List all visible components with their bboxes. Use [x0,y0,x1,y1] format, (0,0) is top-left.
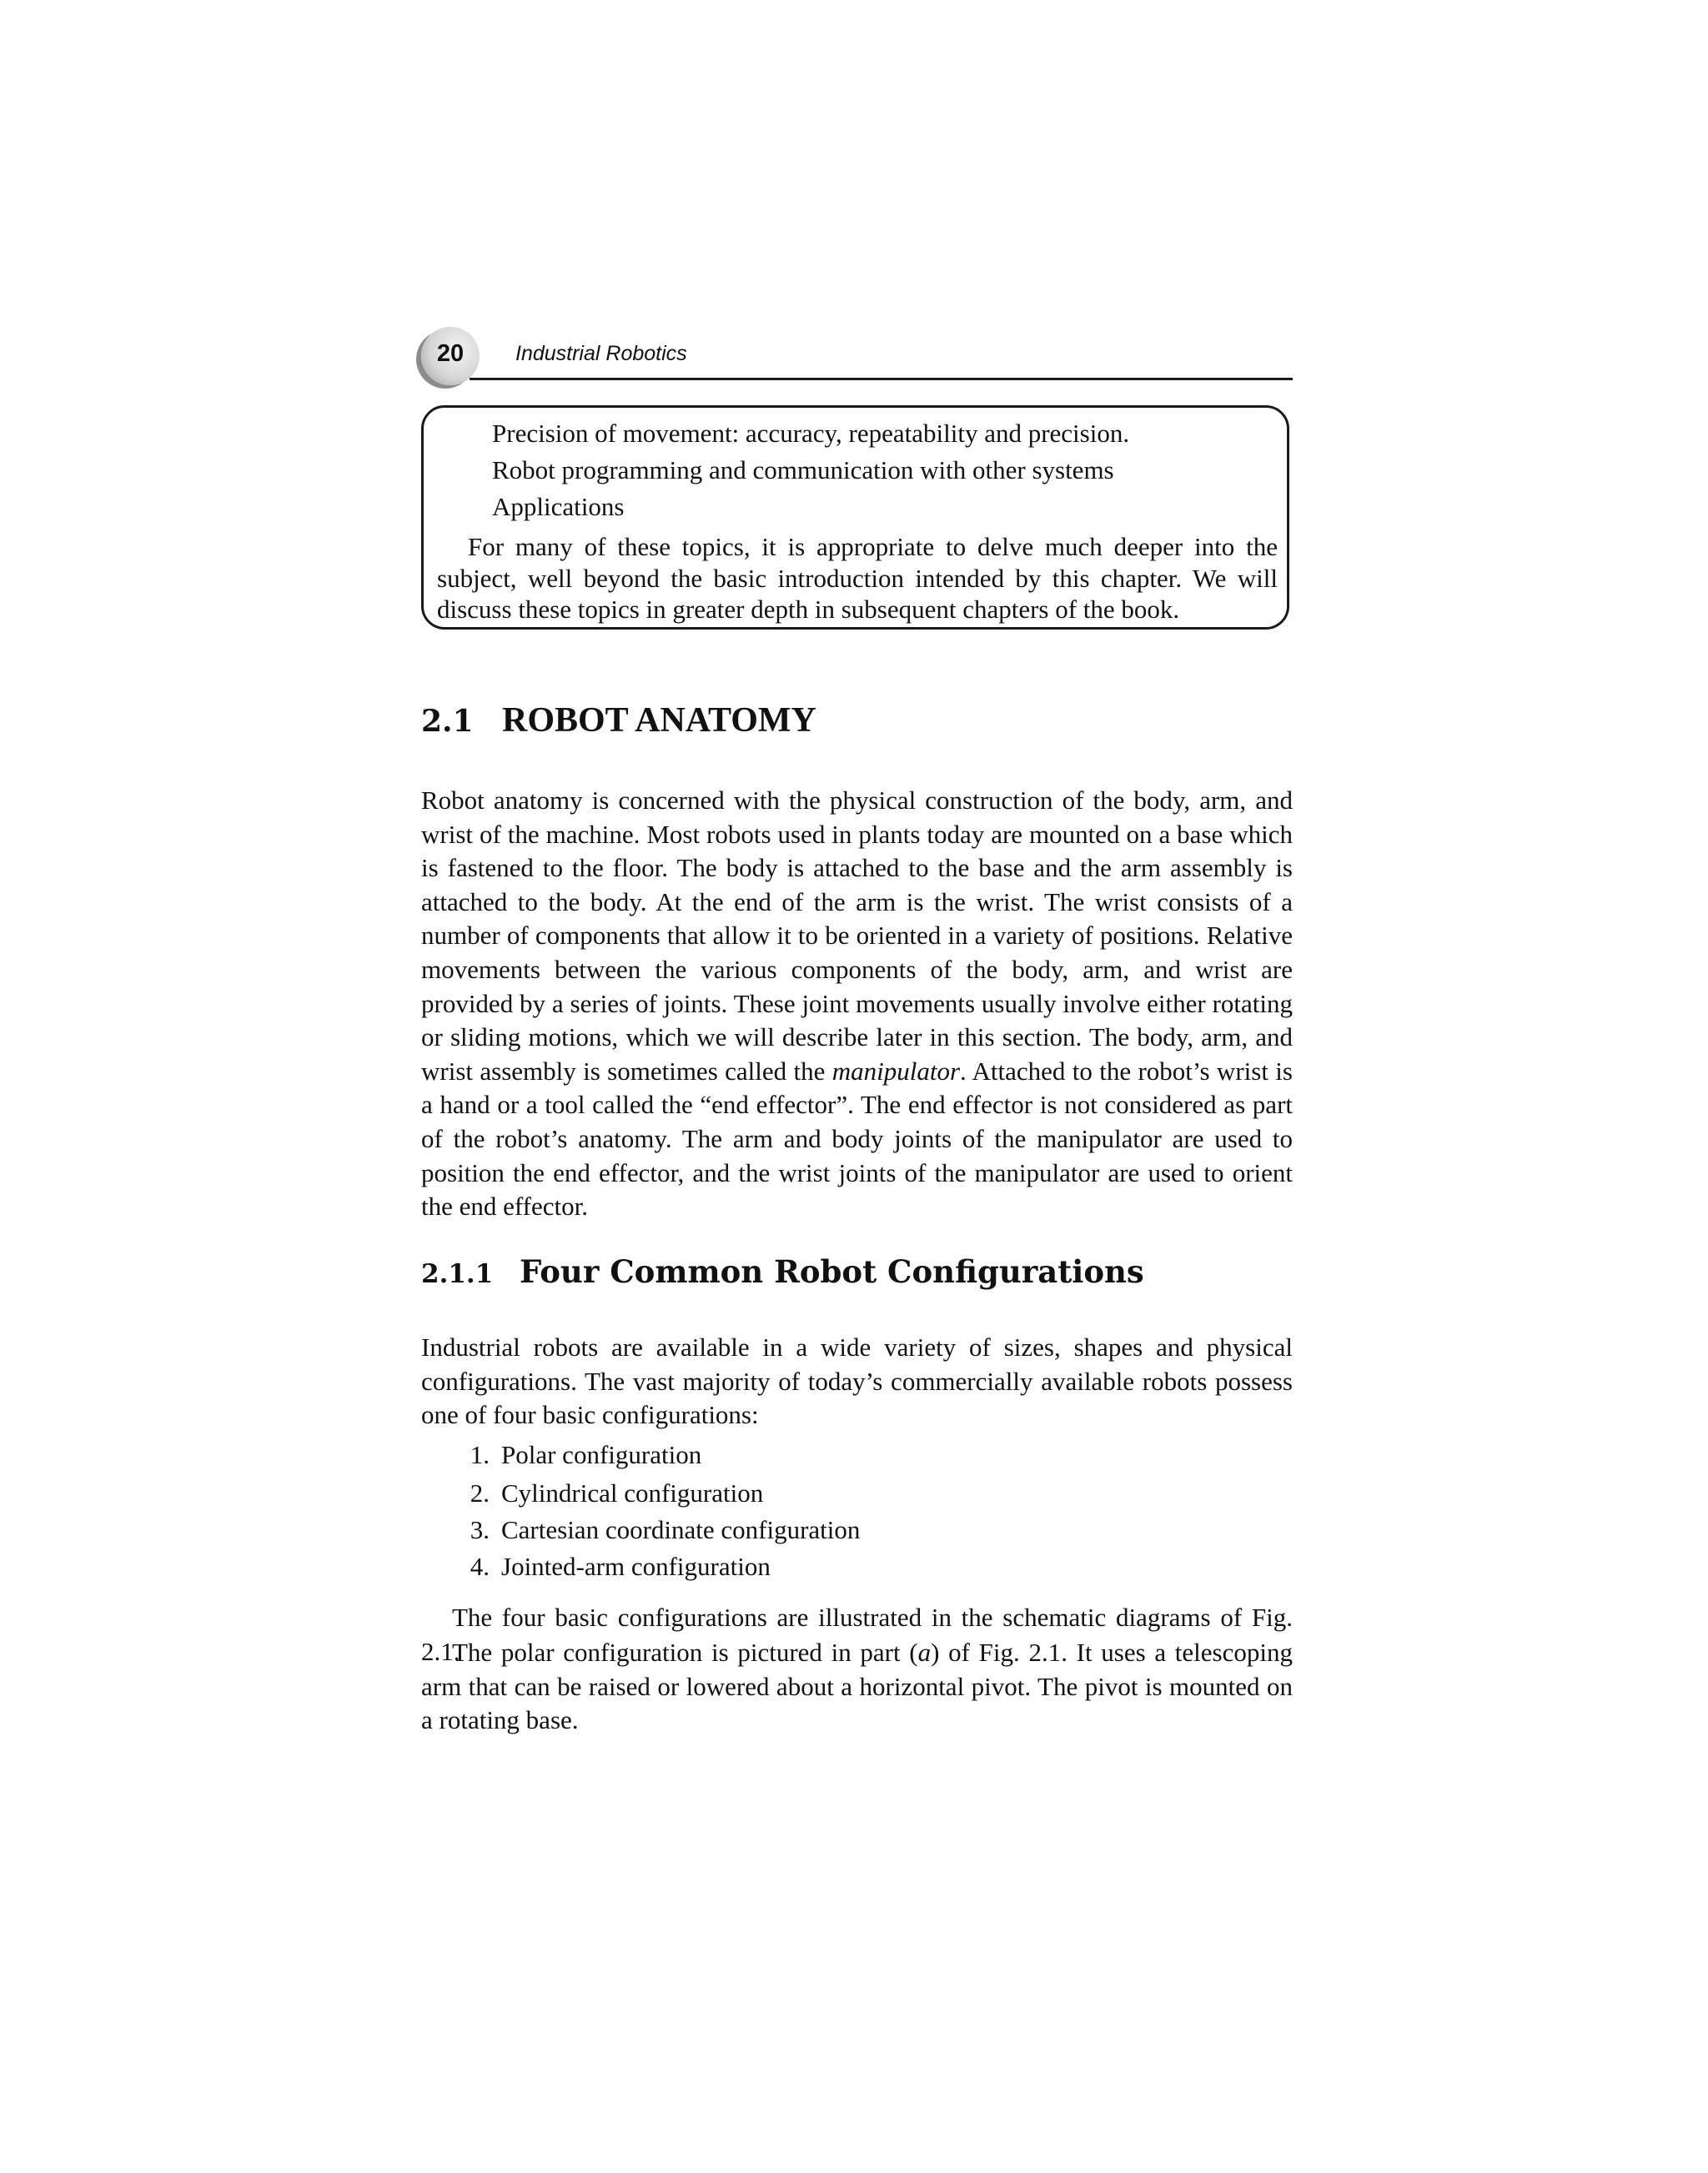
list-item [421,1440,701,1470]
list-text: Cylindrical configuration [501,1478,764,1508]
list-number: 3. [470,1515,490,1544]
paragraph-text: Robot anatomy is concerned with the physical construction of the body, arm, and wrist of the machine. Most robots used in plants today are mounted on a base which is fastened to the floor. The body is attached to the base and the arm assembly is attached to the body. At the end of the arm is the wrist. The wrist consists of a number of components that allow it to be oriented in a variety of positions. Relative movements between the various components of the body, arm, and wrist are provided by a series of joints. These joint movements usually involve either rotating or sliding motions, which we will describe later in this section. The body, arm, and wrist assembly is sometimes called the [421,785,1293,1086]
list-text: Polar configuration [501,1440,702,1469]
paragraph-text: ) of Fig. 2.1. It uses a telescoping arm that can be raised or lowered about a horizontal pivot. The pivot is mounted on a rotating base. [421,1638,1293,1735]
figures-paragraph: The four basic configurations are illustrated in the schematic diagrams of Fig. 2.1. [421,1603,1293,1666]
running-title: Industrial Robotics [515,342,687,365]
topic-box-paragraph: For many of these topics, it is appropriate to delve much deeper into the subject, well beyond the basic introduction intended by this chapter. We will discuss these topics in greater depth in subsequent chapters of the book. [437,532,1278,624]
subsection-heading [421,1252,1144,1293]
section-heading [421,699,816,743]
list-text: Jointed-arm configuration [501,1552,771,1581]
subsection-title: Four Common Robot Configurations [520,1253,1144,1290]
list-item [421,1552,771,1582]
topic-item: Applications [492,492,625,521]
section-paragraph [421,784,1293,1224]
list-text: Cartesian coordinate configuration [501,1515,861,1544]
section-number: 2.1 [421,704,474,739]
page-number: 20 [436,340,465,367]
list-item [421,1515,860,1545]
polar-paragraph [421,1636,1293,1738]
italic-part-label: a [917,1638,932,1667]
header-rule [470,378,1293,380]
running-header [421,327,1293,380]
paragraph-text: . Attached to the robot’s wrist is a hand or a tool called the “end effector”. The end effector is not considered as part of the robot’s anatomy. The arm and body joints of the manipulator are used to position the end effector, and the wrist joints of the manipulator are used to orient the end effector. [421,1056,1293,1222]
paragraph-text: The polar configuration is pictured in part ( [452,1638,918,1667]
list-number: 2. [470,1478,490,1508]
list-number: 4. [470,1552,490,1581]
topic-box [421,405,1289,630]
section-title: ROBOT ANATOMY [502,701,816,740]
topic-item: Robot programming and communication with other systems [492,455,1114,484]
topic-item: Precision of movement: accuracy, repeatability and precision. [492,419,1130,448]
subsection-number: 2.1.1 [421,1259,494,1289]
italic-term: manipulator [831,1056,961,1086]
list-item [421,1478,763,1508]
subsection-intro: Industrial robots are available in a wide variety of sizes, shapes and physical configurations. The vast majority of today’s commercially available robots possess one of four basic configurations: [421,1332,1293,1430]
list-number: 1. [470,1440,490,1469]
